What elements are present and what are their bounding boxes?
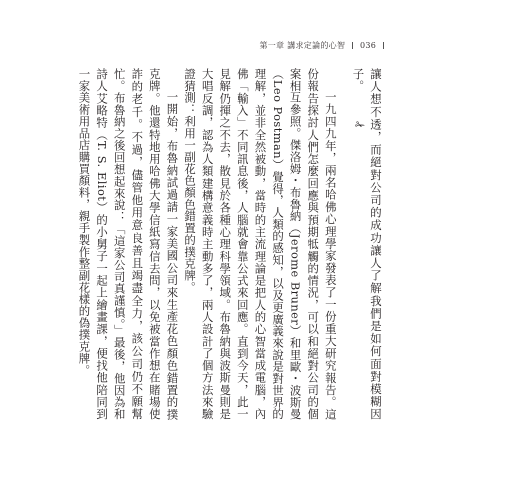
- chapter-label: 第一章: [259, 41, 285, 50]
- paragraph-1: 讓人想不透，而絕對公司的成功讓人了解我們是如何面對模糊因子。: [351, 68, 383, 420]
- section-ornament-icon: ✁: [355, 118, 366, 132]
- paragraph-2: 一九四九年，兩名哈佛心理學家發表了一份重大研究報告。這份報告探討人們怎麼回應與預期牴觸的情況，可以和絕對公司的個案相互參照。傑洛姆・布魯納（Jerome Bruner）和里歐・波斯曼（Leo Postman）覺得，人類的感知，以及更廣義來說是對世界的理解，並非全然被動，當時的主流理論是把人的心智當成電腦，內佛「輸入」不同訊息後，人腦就會靠公式來回應。直到今天，此一見解仍揮之不去，散見於各種心理科學領域。布魯納與波斯曼則是大唱反調，認為人類建構意義時主動多了，兩人設計了個方法來驗證猜測：利用一副花色顏色錯置的撲克牌。: [183, 68, 338, 420]
- body-text: [75, 68, 384, 420]
- chapter-title: 講求定論的心智: [287, 41, 346, 50]
- header-divider-end: [383, 42, 384, 49]
- running-header: [259, 41, 388, 51]
- page-number: 036: [359, 41, 377, 50]
- paragraph-3: 一開始，布魯納試過請一家美國公司來生產花色顏色錯置的撲克牌。他還特地用哈佛大學信紙寫信去問，以免被當作想在賭場使詐的老千。不過，儘管他用意良善且竭盡全力，該公司仍不願幫忙。布魯納之後回想起來說：「這家公司真謹慎。」最後，他因為和詩人艾略特（T. S. Eliot）的小舅子一起上繪畫課，便找他陪同到一家美術用品店購買顏料，親手製作整副花樣的偽撲克牌。: [77, 68, 180, 420]
- header-divider: [352, 42, 353, 49]
